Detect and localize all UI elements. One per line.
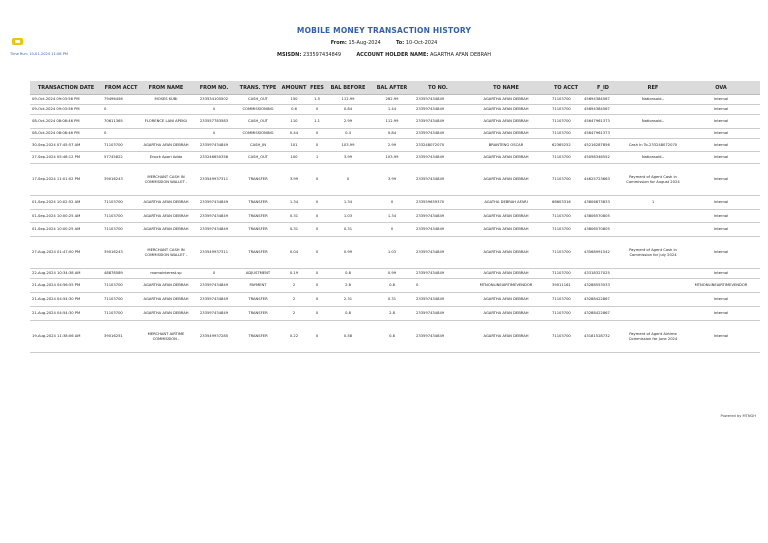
cell-from-no: 233597434849 (192, 293, 236, 307)
cell-to-no: 233597434849 (414, 152, 462, 164)
cell-fid: 43806873833 (582, 196, 624, 210)
table-row (30, 164, 760, 196)
cell-from-acct: 71103700 (102, 307, 140, 321)
cell-to-name: AGARTHA AFAN DEBRAH (462, 105, 550, 115)
cell-to-no: 233597434849 (414, 223, 462, 237)
cell-to-acct: 71103700 (550, 293, 582, 307)
cell-ova: Internal (682, 223, 760, 237)
msisdn-value: 233597434849 (302, 52, 342, 58)
cell-bal-after: 2.99 (370, 139, 414, 152)
cell-from-name: MERCHANT CASH IN COMMISSION WALLET - (140, 164, 192, 196)
cell-to-no: 233597434849 (414, 105, 462, 115)
table-row (30, 95, 760, 105)
cell-ova: Internal (682, 115, 760, 129)
col-header: FROM ACCT (102, 81, 140, 95)
cell-amount: 0.19 (280, 269, 308, 279)
cell-ref: Payment of Agent Cash in Commission for August 2024 (624, 164, 682, 196)
cell-bal-before: 0 (326, 164, 370, 196)
cell-to-acct: 71103700 (550, 164, 582, 196)
cell-ova: Internal (682, 210, 760, 223)
cell-from-acct: 57745822 (102, 152, 140, 164)
account-info (0, 52, 768, 58)
holder-label: ACCOUNT HOLDER NAME: (356, 52, 429, 58)
cell-to-name: AGARTHA AFAN DEBRAH (462, 293, 550, 307)
cell-bal-before: 0.31 (326, 223, 370, 237)
cell-ref (624, 293, 682, 307)
cell-ref: Nationsold-- (624, 95, 682, 105)
col-header: AMOUNT (280, 81, 308, 95)
cell-bal-after: 103.99 (370, 152, 414, 164)
cell-from-name: MOSES KUBI (140, 95, 192, 105)
col-header: TO NAME (462, 81, 550, 95)
cell-bal-before: 1.34 (326, 196, 370, 210)
cell-date: 01-Sep-2024 10:02:52 AM (30, 196, 102, 210)
cell-to-no: 233559639370 (414, 196, 462, 210)
cell-fees: 0 (308, 129, 326, 139)
col-header: TO NO. (414, 81, 462, 95)
cell-from-acct: 39016251 (102, 321, 140, 353)
cell-from-no: 233246650356 (192, 152, 236, 164)
cell-fid: 45694384567 (582, 105, 624, 115)
cell-from-name: MERCHANT CASH IN COMMISSION WALLET - (140, 237, 192, 269)
cell-fid: 43288553533 (582, 279, 624, 293)
cell-from-acct: 71103700 (102, 139, 140, 152)
cell-date: 19-Aug-2024 11:38:06 AM (30, 321, 102, 353)
cell-ova: Internal (682, 164, 760, 196)
cell-to-name: AGARTHA AFAN DEBRAH (462, 210, 550, 223)
cell-to-acct: 71103700 (550, 223, 582, 237)
cell-amount: 3.99 (280, 164, 308, 196)
col-header: F_ID (582, 81, 624, 95)
cell-bal-after: 0 (370, 196, 414, 210)
cell-amount: 0.31 (280, 210, 308, 223)
cell-type: TRANSFER (236, 223, 280, 237)
table-row (30, 269, 760, 279)
cell-type: TRANSFER (236, 164, 280, 196)
cell-amount: 0.6 (280, 105, 308, 115)
table-row (30, 307, 760, 321)
cell-from-no: 233597434849 (192, 210, 236, 223)
cell-from-acct: 39016243 (102, 164, 140, 196)
cell-to-name: AGARTHA AFAN DEBRAH (462, 95, 550, 105)
cell-bal-after: 1.03 (370, 237, 414, 269)
cell-to-name: AGARTHA AFAN DEBRAH (462, 307, 550, 321)
cell-fees: 0 (308, 321, 326, 353)
cell-type: TRANSFER (236, 196, 280, 210)
cell-from-acct: 39016243 (102, 237, 140, 269)
cell-to-name: AGATHA DEBRAH AFARI (462, 196, 550, 210)
table-header-row (30, 81, 760, 95)
cell-fid: 45694384567 (582, 95, 624, 105)
cell-from-name (140, 105, 192, 115)
cell-amount: 150 (280, 95, 308, 105)
cell-ova: Internal (682, 152, 760, 164)
transactions-table (30, 81, 760, 353)
cell-from-name: AGARTHA AFAN DEBRAH (140, 223, 192, 237)
cell-fees: 0 (308, 237, 326, 269)
col-header: BAL AFTER (370, 81, 414, 95)
cell-bal-before: 2.31 (326, 293, 370, 307)
cell-from-no: 233597434849 (192, 307, 236, 321)
cell-fid: 43288422867 (582, 307, 624, 321)
cell-to-acct: 39011161 (550, 279, 582, 293)
cell-ova: Internal (682, 139, 760, 152)
cell-type: COMMISSIONING (236, 129, 280, 139)
cell-from-acct: 70611365 (102, 115, 140, 129)
cell-type: TRANSFER (236, 237, 280, 269)
cell-to-acct: 71103700 (550, 95, 582, 105)
cell-date: 08-Oct-2024 08:08:46 PM (30, 129, 102, 139)
cell-bal-after: 0.84 (370, 129, 414, 139)
cell-ref: Payment of Agent Cash in Commission for July 2024 (624, 237, 682, 269)
cell-ova: Internal (682, 237, 760, 269)
cell-to-no: 233597434849 (414, 164, 462, 196)
cell-fees: 0 (308, 223, 326, 237)
table-row (30, 129, 760, 139)
cell-from-name: AGARTHA AFAN DEBRAH (140, 293, 192, 307)
cell-date: 27-Sep-2024 05:48:12 PM (30, 152, 102, 164)
cell-amount: 2 (280, 293, 308, 307)
col-header: FROM NO. (192, 81, 236, 95)
cell-ref: Cash In To-233248072070 (624, 139, 682, 152)
cell-date: 21-Aug-2024 04:54:30 PM (30, 307, 102, 321)
cell-from-name: AGARTHA AFAN DEBRAH (140, 279, 192, 293)
cell-to-name: AGARTHA AFAN DEBRAH (462, 152, 550, 164)
cell-bal-after: 112.99 (370, 115, 414, 129)
cell-date: 30-Sep-2024 07:45:57 AM (30, 139, 102, 152)
cell-fees: 1.1 (308, 115, 326, 129)
cell-bal-after: 0.8 (370, 321, 414, 353)
to-label: To: (396, 40, 405, 46)
cell-from-acct: 71103700 (102, 210, 140, 223)
cell-from-acct: 48878589 (102, 269, 140, 279)
cell-fees: 0 (308, 196, 326, 210)
cell-type: PAYMENT (236, 279, 280, 293)
cell-to-name: MTNONLINEAIRTIMEVENDOR (462, 279, 550, 293)
cell-ova: Internal (682, 105, 760, 115)
cell-to-acct: 62365252 (550, 139, 582, 152)
cell-ova: Internal (682, 321, 760, 353)
cell-bal-before: 1.03 (326, 210, 370, 223)
cell-from-acct: 71103700 (102, 279, 140, 293)
cell-ova: Internal (682, 95, 760, 105)
cell-ova: Internal (682, 129, 760, 139)
cell-fees: 0 (308, 139, 326, 152)
cell-ova: Internal (682, 196, 760, 210)
page-title: MOBILE MONEY TRANSACTION HISTORY (296, 26, 472, 35)
cell-to-acct: 71103700 (550, 152, 582, 164)
cell-type: TRANSFER (236, 321, 280, 353)
cell-ref: Nationsold-- (624, 115, 682, 129)
cell-to-no: 233597434849 (414, 115, 462, 129)
cell-to-name: AGARTHA AFAN DEBRAH (462, 237, 550, 269)
cell-to-name: BRANTENG OSCAR (462, 139, 550, 152)
cell-fid: 45647961373 (582, 129, 624, 139)
cell-amount: 1.34 (280, 196, 308, 210)
cell-type: TRANSFER (236, 307, 280, 321)
cell-bal-before: 103.99 (326, 139, 370, 152)
cell-bal-after: 0.99 (370, 269, 414, 279)
cell-amount: 101 (280, 139, 308, 152)
cell-ova: Internal (682, 269, 760, 279)
from-date: 15-Aug-2024 (348, 40, 381, 46)
cell-from-name: AGARTHA AFAN DEBRAH (140, 210, 192, 223)
cell-bal-after: 0.8 (370, 279, 414, 293)
cell-from-no: 0 (192, 269, 236, 279)
table-row (30, 321, 760, 353)
cell-ref (624, 223, 682, 237)
run-time-text: Time Run: 10-01-2024 11:08 PM (10, 52, 68, 56)
cell-from-acct: 0 (102, 129, 140, 139)
col-header: BAL BEFORE (326, 81, 370, 95)
cell-fid: 43318327025 (582, 269, 624, 279)
cell-from-name: AGARTHA AFAN DEBRAH (140, 196, 192, 210)
cell-fees: 0 (308, 105, 326, 115)
cell-bal-after: 0.31 (370, 293, 414, 307)
cell-to-acct: 71103700 (550, 237, 582, 269)
cell-bal-before: 112.99 (326, 95, 370, 105)
table-row (30, 237, 760, 269)
cell-bal-after: 1.44 (370, 105, 414, 115)
cell-type: CASH_IN (236, 139, 280, 152)
cell-to-name: AGARTHA AFAN DEBRAH (462, 269, 550, 279)
cell-amount: 0.31 (280, 223, 308, 237)
cell-bal-before: 2.99 (326, 115, 370, 129)
cell-to-no: 233597434849 (414, 129, 462, 139)
cell-bal-before: 0.58 (326, 321, 370, 353)
cell-date: 08-Oct-2024 08:08:46 PM (30, 115, 102, 129)
cell-type: ADJUSTMENT (236, 269, 280, 279)
cell-fees: 0 (308, 279, 326, 293)
col-header: TRANSACTION DATE (30, 81, 102, 95)
cell-from-name: momointerest.sp (140, 269, 192, 279)
cell-bal-after: 1.34 (370, 210, 414, 223)
cell-date: 01-Sep-2024 10:00:25 AM (30, 210, 102, 223)
powered-by: Powered by MTNGH (720, 414, 756, 418)
cell-bal-after: 3.99 (370, 164, 414, 196)
cell-bal-before: 2.8 (326, 279, 370, 293)
cell-from-no: 0 (192, 129, 236, 139)
cell-to-no: 0 (414, 279, 462, 293)
cell-date: 27-Aug-2024 01:47:00 PM (30, 237, 102, 269)
cell-to-acct: 68603316 (550, 196, 582, 210)
from-label: From: (330, 40, 347, 46)
cell-to-acct: 71103700 (550, 321, 582, 353)
cell-date: 09-Oct-2024 09:03:56 PM (30, 105, 102, 115)
cell-bal-before: 0.84 (326, 105, 370, 115)
table-row (30, 105, 760, 115)
cell-from-no: 233549937311 (192, 164, 236, 196)
cell-from-name: Enock Apori Addo (140, 152, 192, 164)
date-range (0, 40, 768, 46)
col-header: TRANS. TYPE (236, 81, 280, 95)
cell-from-no: 233597434849 (192, 196, 236, 210)
cell-to-no: 233597434849 (414, 210, 462, 223)
cell-from-acct: 71103700 (102, 223, 140, 237)
cell-bal-after: 262.99 (370, 95, 414, 105)
cell-to-no: 233597434849 (414, 307, 462, 321)
cell-fees: 1 (308, 152, 326, 164)
to-date: 10-Oct-2024 (405, 40, 438, 46)
cell-to-no: 233248072070 (414, 139, 462, 152)
cell-from-no: 233557783583 (192, 115, 236, 129)
cell-date: 01-Sep-2024 10:00:25 AM (30, 223, 102, 237)
cell-from-acct: 79496456 (102, 95, 140, 105)
cell-fees: 0 (308, 164, 326, 196)
cell-fees: 0 (308, 269, 326, 279)
table-row (30, 115, 760, 129)
cell-to-no: 233597434849 (414, 237, 462, 269)
cell-date: 21-Aug-2024 04:56:55 PM (30, 279, 102, 293)
cell-bal-before: 3.99 (326, 152, 370, 164)
cell-fid: 43806570805 (582, 210, 624, 223)
cell-type: TRANSFER (236, 210, 280, 223)
cell-to-no: 233597434849 (414, 293, 462, 307)
table-row (30, 293, 760, 307)
cell-from-no: 233534105502 (192, 95, 236, 105)
col-header: FEES (308, 81, 326, 95)
holder-value: AGARTHA AFAN DEBRAH (429, 52, 492, 58)
cell-ref (624, 210, 682, 223)
cell-from-acct: 71103700 (102, 293, 140, 307)
cell-from-no: 233597434849 (192, 279, 236, 293)
col-header: REF (624, 81, 682, 95)
cell-to-acct: 71103700 (550, 129, 582, 139)
cell-bal-before: 0.8 (326, 269, 370, 279)
cell-ref (624, 129, 682, 139)
cell-bal-after: 0 (370, 223, 414, 237)
cell-from-no: 233597434849 (192, 139, 236, 152)
cell-from-no: 233597434849 (192, 223, 236, 237)
col-header: TO ACCT (550, 81, 582, 95)
cell-amount: 2 (280, 307, 308, 321)
cell-bal-after: 2.8 (370, 307, 414, 321)
cell-to-no: 233597434849 (414, 95, 462, 105)
cell-ova: Internal (682, 293, 760, 307)
cell-to-name: AGARTHA AFAN DEBRAH (462, 321, 550, 353)
cell-ref (624, 105, 682, 115)
cell-type: CASH_OUT (236, 152, 280, 164)
cell-type: TRANSFER (236, 293, 280, 307)
cell-from-name: FLORENCE LANI APEKU (140, 115, 192, 129)
cell-to-acct: 71103700 (550, 115, 582, 129)
cell-to-no: 233597434849 (414, 321, 462, 353)
cell-fees: 0 (308, 307, 326, 321)
cell-from-no: 0 (192, 105, 236, 115)
cell-bal-before: 0.4 (326, 129, 370, 139)
cell-fees: 1.5 (308, 95, 326, 105)
msisdn-label: MSISDN: (276, 52, 302, 58)
cell-ova: MTNONLINEAIRTIMEVENDOR (682, 279, 760, 293)
cell-to-acct: 71103700 (550, 307, 582, 321)
cell-to-acct: 71103700 (550, 210, 582, 223)
cell-to-name: AGARTHA AFAN DEBRAH (462, 223, 550, 237)
col-header: FROM NAME (140, 81, 192, 95)
cell-to-name: AGARTHA AFAN DEBRAH (462, 164, 550, 196)
cell-ova: Internal (682, 307, 760, 321)
cell-from-name: AGARTHA AFAN DEBRAH (140, 307, 192, 321)
cell-from-acct: 71103700 (102, 196, 140, 210)
table-row (30, 210, 760, 223)
cell-ref: 1 (624, 196, 682, 210)
col-header: OVA (682, 81, 760, 95)
cell-amount: 110 (280, 115, 308, 129)
table-row (30, 152, 760, 164)
cell-date: 22-Aug-2024 10:34:38 AM (30, 269, 102, 279)
table-row (30, 139, 760, 152)
cell-amount: 100 (280, 152, 308, 164)
cell-amount: 0.44 (280, 129, 308, 139)
cell-date: 17-Sep-2024 11:01:02 PM (30, 164, 102, 196)
cell-to-name: AGARTHA AFAN DEBRAH (462, 129, 550, 139)
cell-fid: 43181528732 (582, 321, 624, 353)
cell-from-name: AGARTHA AFAN DEBRAH (140, 139, 192, 152)
cell-fid: 43568991542 (582, 237, 624, 269)
cell-amount: 2 (280, 279, 308, 293)
cell-from-acct: 0 (102, 105, 140, 115)
cell-bal-before: 0.8 (326, 307, 370, 321)
cell-to-acct: 71103700 (550, 269, 582, 279)
cell-to-acct: 71103700 (550, 105, 582, 115)
cell-fid: 45216287856 (582, 139, 624, 152)
cell-fees: 0 (308, 210, 326, 223)
cell-ref (624, 269, 682, 279)
cell-ref (624, 279, 682, 293)
cell-fid: 43288422867 (582, 293, 624, 307)
table-body (30, 95, 760, 353)
cell-type: COMMISSIONING (236, 105, 280, 115)
cell-type: CASH_OUT (236, 95, 280, 105)
cell-ref: Payment of Agent Airtime Commission for June 2024 (624, 321, 682, 353)
cell-ref: Nationsold-- (624, 152, 682, 164)
cell-to-name: AGARTHA AFAN DEBRAH (462, 115, 550, 129)
cell-ref (624, 307, 682, 321)
table-row (30, 279, 760, 293)
cell-amount: 0.22 (280, 321, 308, 353)
cell-fees: 0 (308, 293, 326, 307)
cell-from-name: MERCHANT AIRTIME COMMISSION - (140, 321, 192, 353)
table-row (30, 223, 760, 237)
cell-fid: 45098346552 (582, 152, 624, 164)
cell-from-name (140, 129, 192, 139)
cell-date: 09-Oct-2024 09:03:56 PM (30, 95, 102, 105)
cell-amount: 0.04 (280, 237, 308, 269)
cell-to-no: 233597434849 (414, 269, 462, 279)
table-row (30, 196, 760, 210)
cell-fid: 43806570805 (582, 223, 624, 237)
cell-type: CASH_OUT (236, 115, 280, 129)
cell-from-no: 233549937311 (192, 237, 236, 269)
cell-from-no: 233549937285 (192, 321, 236, 353)
cell-fid: 45647961373 (582, 115, 624, 129)
cell-date: 21-Aug-2024 04:54:30 PM (30, 293, 102, 307)
cell-bal-before: 0.99 (326, 237, 370, 269)
cell-fid: 44625723663 (582, 164, 624, 196)
